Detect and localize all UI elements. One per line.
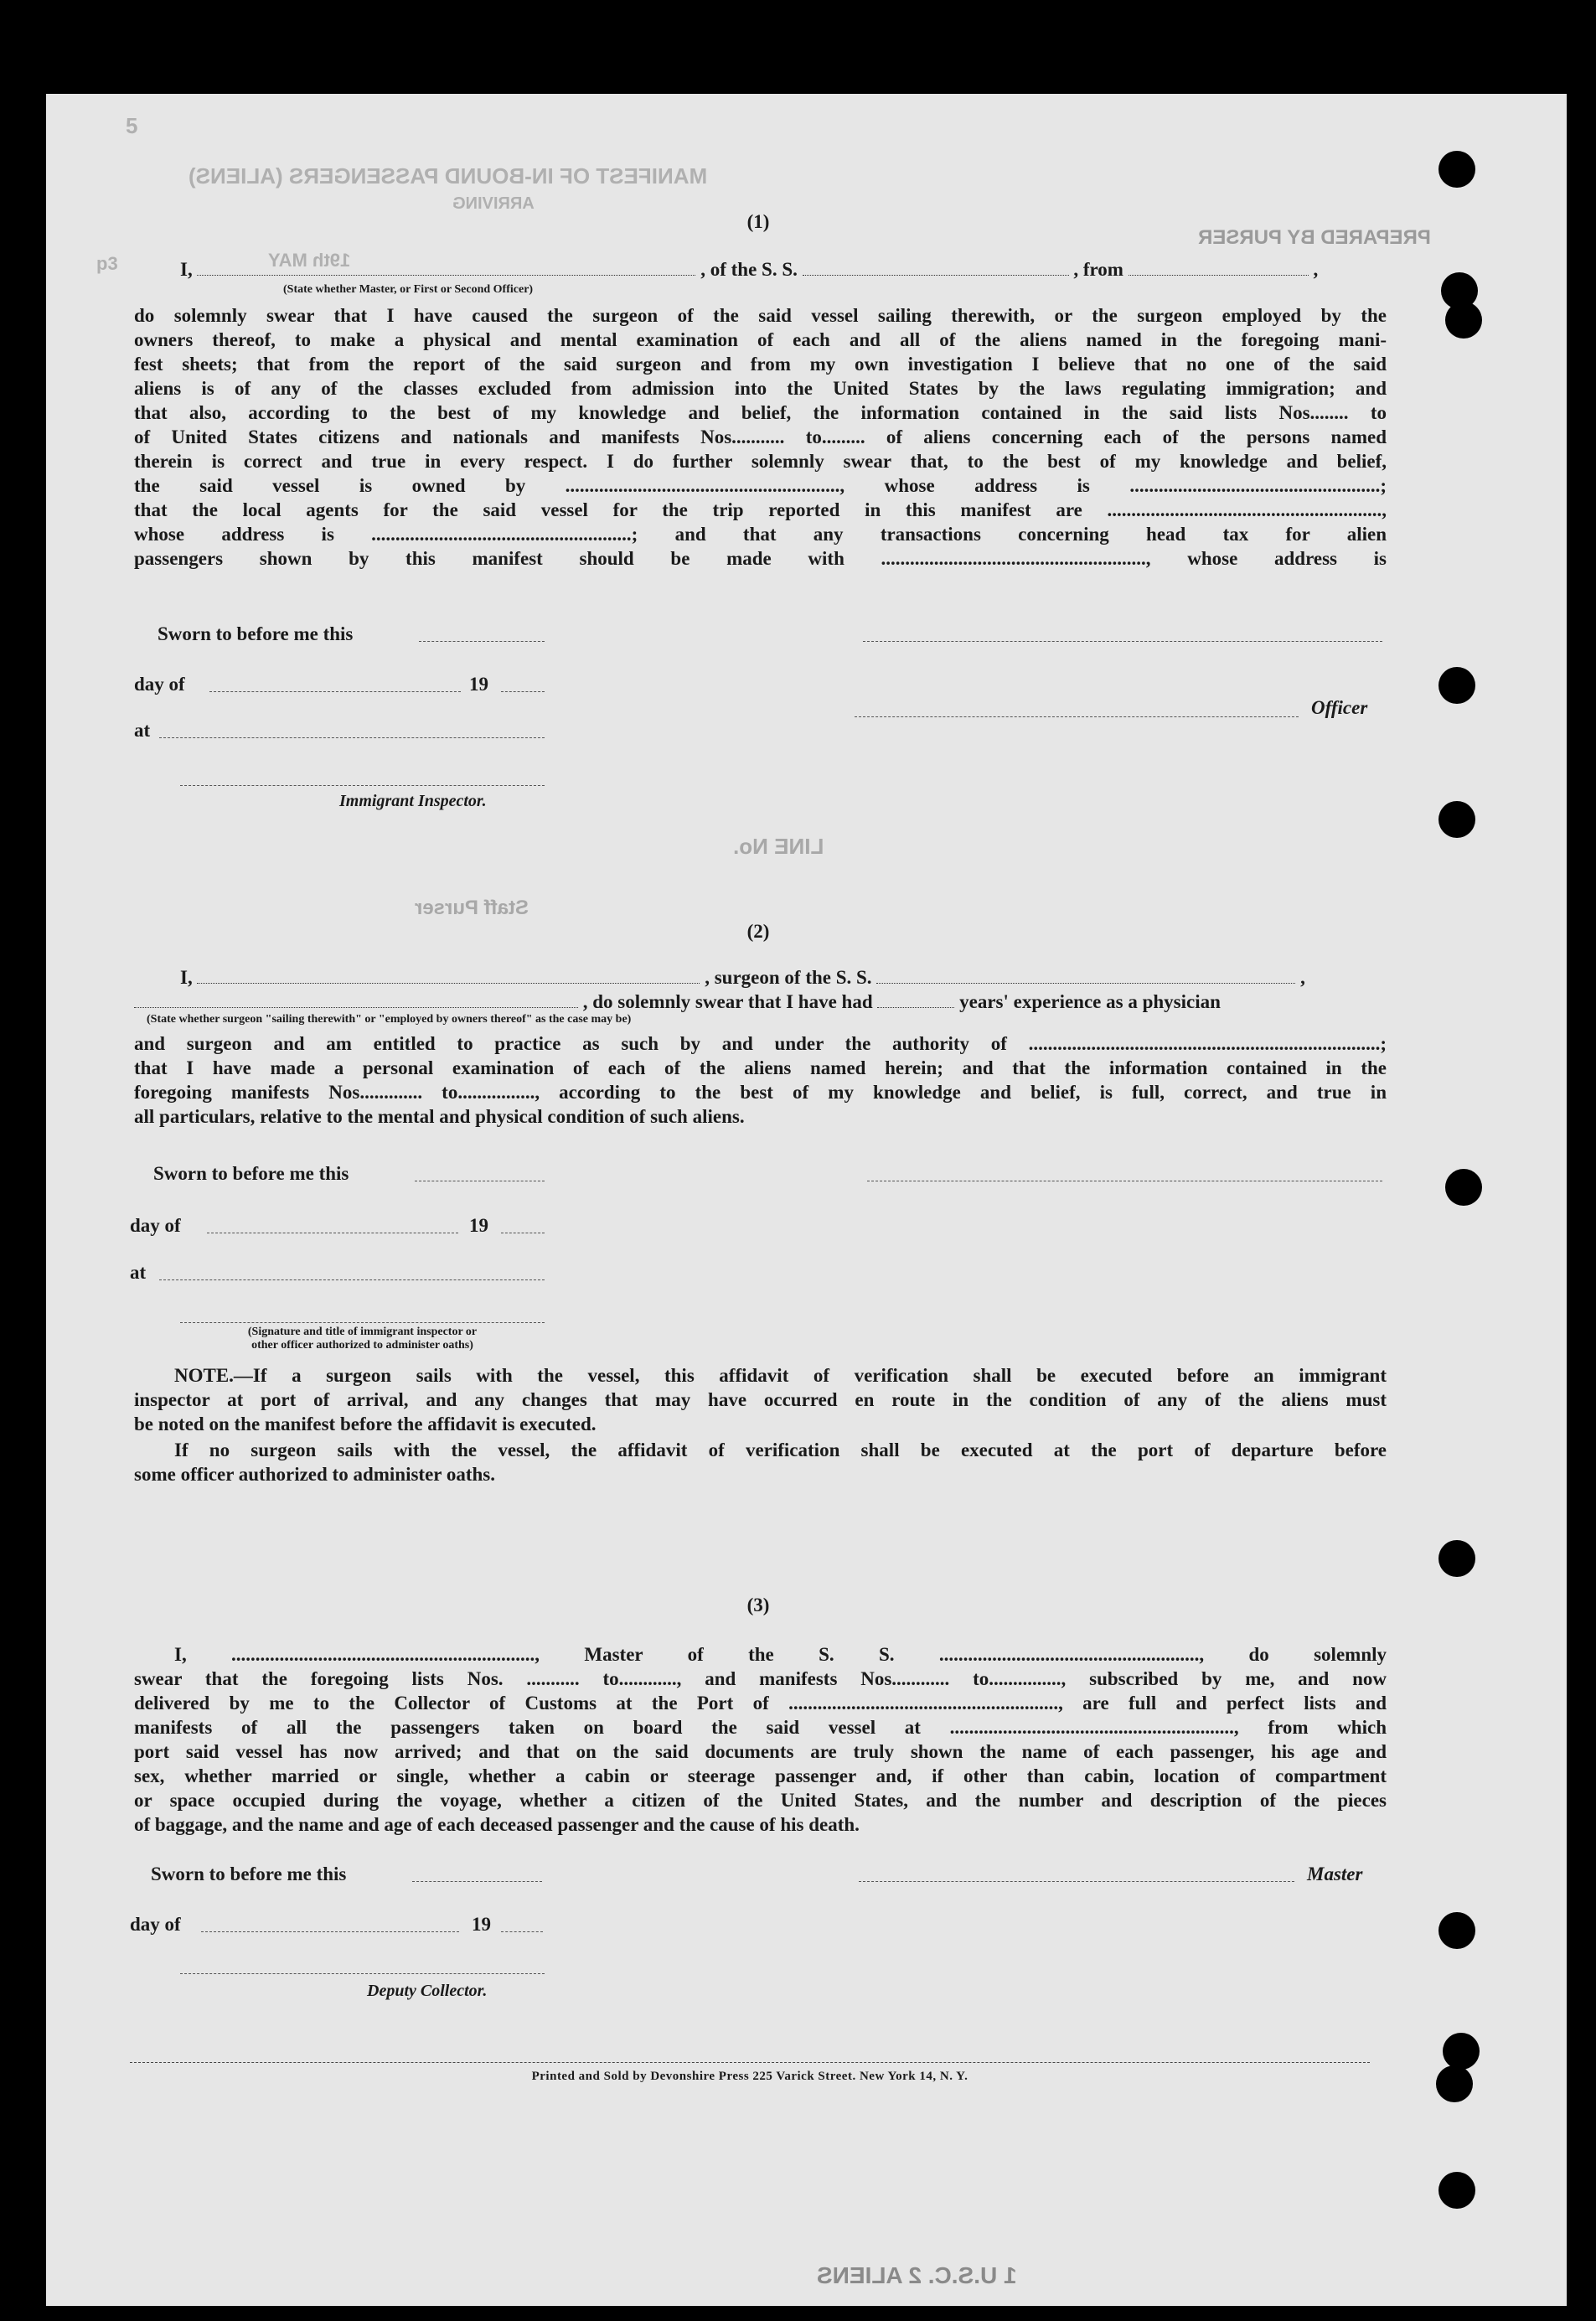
- section-1-at-label: at: [134, 720, 151, 741]
- note-line: NOTE.—If a surgeon sails with the vessel, this affidavit of verification shall be executed before an immigrant: [174, 1365, 1387, 1386]
- punch-hole: [1438, 151, 1475, 188]
- year-line: [501, 691, 545, 692]
- caption-line: other officer authorized to administer oaths): [251, 1339, 473, 1352]
- ghost-header: MANIFEST OF IN-BOUND PASSENGERS (ALIENS): [189, 163, 708, 189]
- section-3-sworn-label: Sworn to before me this: [151, 1864, 347, 1884]
- body-line: delivered by me to the Collector of Customs at the Port of ........................................................, are full and perfect lists and: [134, 1693, 1387, 1714]
- label-i: I,: [180, 259, 198, 280]
- body-line: whose address is ......................................................; and that any transactions concerning head tax for alien: [134, 524, 1387, 545]
- punch-hole: [1443, 2033, 1480, 2070]
- sworn-date-line: [419, 641, 545, 642]
- note-line: some officer authorized to administer oaths.: [134, 1464, 495, 1485]
- fill-line: [876, 983, 1295, 984]
- officer-line: [855, 716, 1299, 717]
- label-i: I,: [180, 967, 198, 988]
- label-swear-experience: , do solemnly swear that I have had: [582, 991, 878, 1012]
- punch-hole: [1438, 2172, 1475, 2209]
- body-line: fest sheets; that from the report of the said surgeon and from my own investigation I believe that no one of the said: [134, 354, 1387, 375]
- fill-line: [803, 275, 1069, 276]
- day-line: [209, 691, 461, 692]
- section-3-master-label: Master: [1307, 1864, 1363, 1884]
- at-line: [159, 1279, 545, 1280]
- comma: ,: [1313, 259, 1319, 280]
- footer-rule: [130, 2062, 1370, 2063]
- body-line: manifests of all the passengers taken on board the said vessel at ..........................................................., from which: [134, 1717, 1387, 1738]
- body-line: the said vessel is owned by ........................................................., whose address is ....................................................;: [134, 475, 1387, 496]
- section-3-collector-label: Deputy Collector.: [367, 1982, 488, 2000]
- ghost-mid-stamp: LINE No.: [733, 834, 824, 859]
- caption-line: (Signature and title of immigrant inspector or: [247, 1326, 478, 1338]
- ghost-bottom-stamp: 1 U.S.C. 2 ALIENS: [817, 2262, 1017, 2288]
- master-line: [859, 1881, 1294, 1882]
- body-line: swear that the foregoing lists Nos. ........... to............, and manifests Nos............ to..............., subscribed by me, and now: [134, 1668, 1387, 1689]
- punch-hole: [1438, 1912, 1475, 1949]
- note-line: be noted on the manifest before the affidavit is executed.: [134, 1414, 597, 1434]
- at-line: [159, 737, 545, 738]
- body-line: that I have made a personal examination of each of the aliens named herein; and that the information contained in the: [134, 1057, 1387, 1078]
- fill-line: [1129, 275, 1309, 276]
- fill-line: [197, 275, 695, 276]
- label-surgeon-of-ss: , surgeon of the S. S.: [705, 967, 877, 988]
- ghost-side-mark: p3: [96, 253, 118, 274]
- collector-line: [180, 1973, 545, 1974]
- label-years-experience: years' experience as a physician: [959, 991, 1221, 1012]
- body-line: foregoing manifests Nos............. to................, according to the best of my knowledge and belief, is full, correct, and true in: [134, 1082, 1387, 1103]
- section-1-inspector-label: Immigrant Inspector.: [339, 792, 487, 810]
- body-line: sex, whether married or single, whether a cabin or steerage passenger and, if other than cabin, location of compartment: [134, 1765, 1387, 1786]
- inspector-line: [180, 785, 545, 786]
- body-line: aliens is of any of the classes excluded from admission into the United States by the laws regulating immigration; and: [134, 378, 1387, 399]
- section-2-body: [134, 1031, 1387, 1129]
- body-line: and surgeon and am entitled to practice as such by and under the authority of .........................................................................;: [134, 1033, 1387, 1054]
- section-1-day-of-label: day of: [134, 674, 185, 695]
- section-2-caption: (State whether surgeon "sailing therewith" or "employed by owners thereof" as the case may be): [147, 1013, 632, 1026]
- body-line: that the local agents for the said vessel for the trip reported in this manifest are .........................................................,: [134, 499, 1387, 520]
- ghost-number: 5: [126, 113, 138, 138]
- section-2-intro-line: [180, 965, 1387, 990]
- punch-hole: [1438, 667, 1475, 704]
- sworn-date-line: [412, 1881, 542, 1882]
- body-line: or space occupied during the voyage, whether a citizen of the United States, and the number and description of the pieces: [134, 1790, 1387, 1811]
- section-1-number: (1): [746, 211, 770, 232]
- section-1-body: [134, 303, 1387, 571]
- punch-hole: [1438, 801, 1475, 838]
- section-2-at-label: at: [130, 1262, 147, 1283]
- label-of-ss: , of the S. S.: [700, 259, 803, 280]
- punch-hole: [1436, 2065, 1473, 2102]
- punch-hole: [1445, 1169, 1482, 1206]
- fill-line: [877, 1007, 954, 1008]
- body-line: port said vessel has now arrived; and that on the said documents are truly shown the name of each passenger, his age and: [134, 1741, 1387, 1762]
- section-2-day-of-label: day of: [130, 1215, 181, 1236]
- day-line: [201, 1931, 459, 1932]
- section-1-intro-line: [180, 257, 1387, 282]
- section-2-note-2: [134, 1438, 1387, 1486]
- ghost-prepared-by: PREPARED BY PURSER: [1198, 226, 1431, 249]
- section-2-sworn-label: Sworn to before me this: [153, 1163, 349, 1184]
- body-line: of baggage, and the name and age of each deceased passenger and the cause of his death.: [134, 1814, 860, 1835]
- label-from: , from: [1073, 259, 1129, 280]
- body-line: all particulars, relative to the mental and physical condition of such aliens.: [134, 1106, 745, 1127]
- body-line: that also, according to the best of my knowledge and belief, the information contained in the said lists Nos........ to: [134, 402, 1387, 423]
- note-line: inspector at port of arrival, and any changes that may have occurred en route in the condition of any of the aliens must: [134, 1389, 1387, 1410]
- section-1-caption: (State whether Master, or First or Second Officer): [283, 283, 534, 296]
- section-2-number: (2): [746, 921, 770, 942]
- note-line: If no surgeon sails with the vessel, the affidavit of verification shall be executed at the port of departure before: [174, 1440, 1387, 1460]
- section-2-oath-line: [134, 990, 1387, 1014]
- fill-line: [134, 1007, 578, 1008]
- body-line: passengers shown by this manifest should be made with ......................................................., whose address is: [134, 548, 1387, 569]
- body-line: therein is correct and true in every respect. I do further solemnly swear that, to the best of my knowledge and belief,: [134, 451, 1387, 472]
- body-line: owners thereof, to make a physical and mental examination of each and all of the aliens named in the foregoing mani-: [134, 329, 1387, 350]
- section-2-year: 19: [469, 1215, 488, 1236]
- section-3-number: (3): [746, 1595, 770, 1615]
- comma: ,: [1300, 967, 1305, 988]
- ghost-mid-stamp-2: Staff Purser: [415, 897, 529, 919]
- section-3-year: 19: [472, 1914, 491, 1935]
- section-2-sig-caption: [180, 1326, 545, 1352]
- ghost-date: 19th MAY: [268, 250, 351, 271]
- ghost-header-2: ARRIVING: [452, 194, 535, 213]
- section-1-sworn-label: Sworn to before me this: [158, 623, 354, 644]
- year-line: [501, 1931, 543, 1932]
- body-line: I, ..............................................................., Master of the S. S. ......................................................, do solemnly: [174, 1644, 1387, 1665]
- body-line: do solemnly swear that I have caused the surgeon of the said vessel sailing therewith, or the surgeon employed by the: [134, 305, 1387, 326]
- section-1-year: 19: [469, 674, 488, 695]
- section-2-note: [134, 1363, 1387, 1436]
- punch-hole: [1438, 1540, 1475, 1577]
- section-3-day-of-label: day of: [130, 1914, 181, 1935]
- signature-line: [863, 641, 1382, 642]
- section-1-officer-label: Officer: [1311, 697, 1368, 718]
- fill-line: [197, 983, 700, 984]
- witness-line: [180, 1322, 545, 1323]
- punch-hole: [1445, 302, 1482, 339]
- body-line: of United States citizens and nationals and manifests Nos........... to......... of aliens concerning each of the persons named: [134, 426, 1387, 447]
- section-3-body: [134, 1642, 1387, 1837]
- printer-imprint: Printed and Sold by Devonshire Press 225 Varick Street. New York 14, N. Y.: [531, 2070, 968, 2083]
